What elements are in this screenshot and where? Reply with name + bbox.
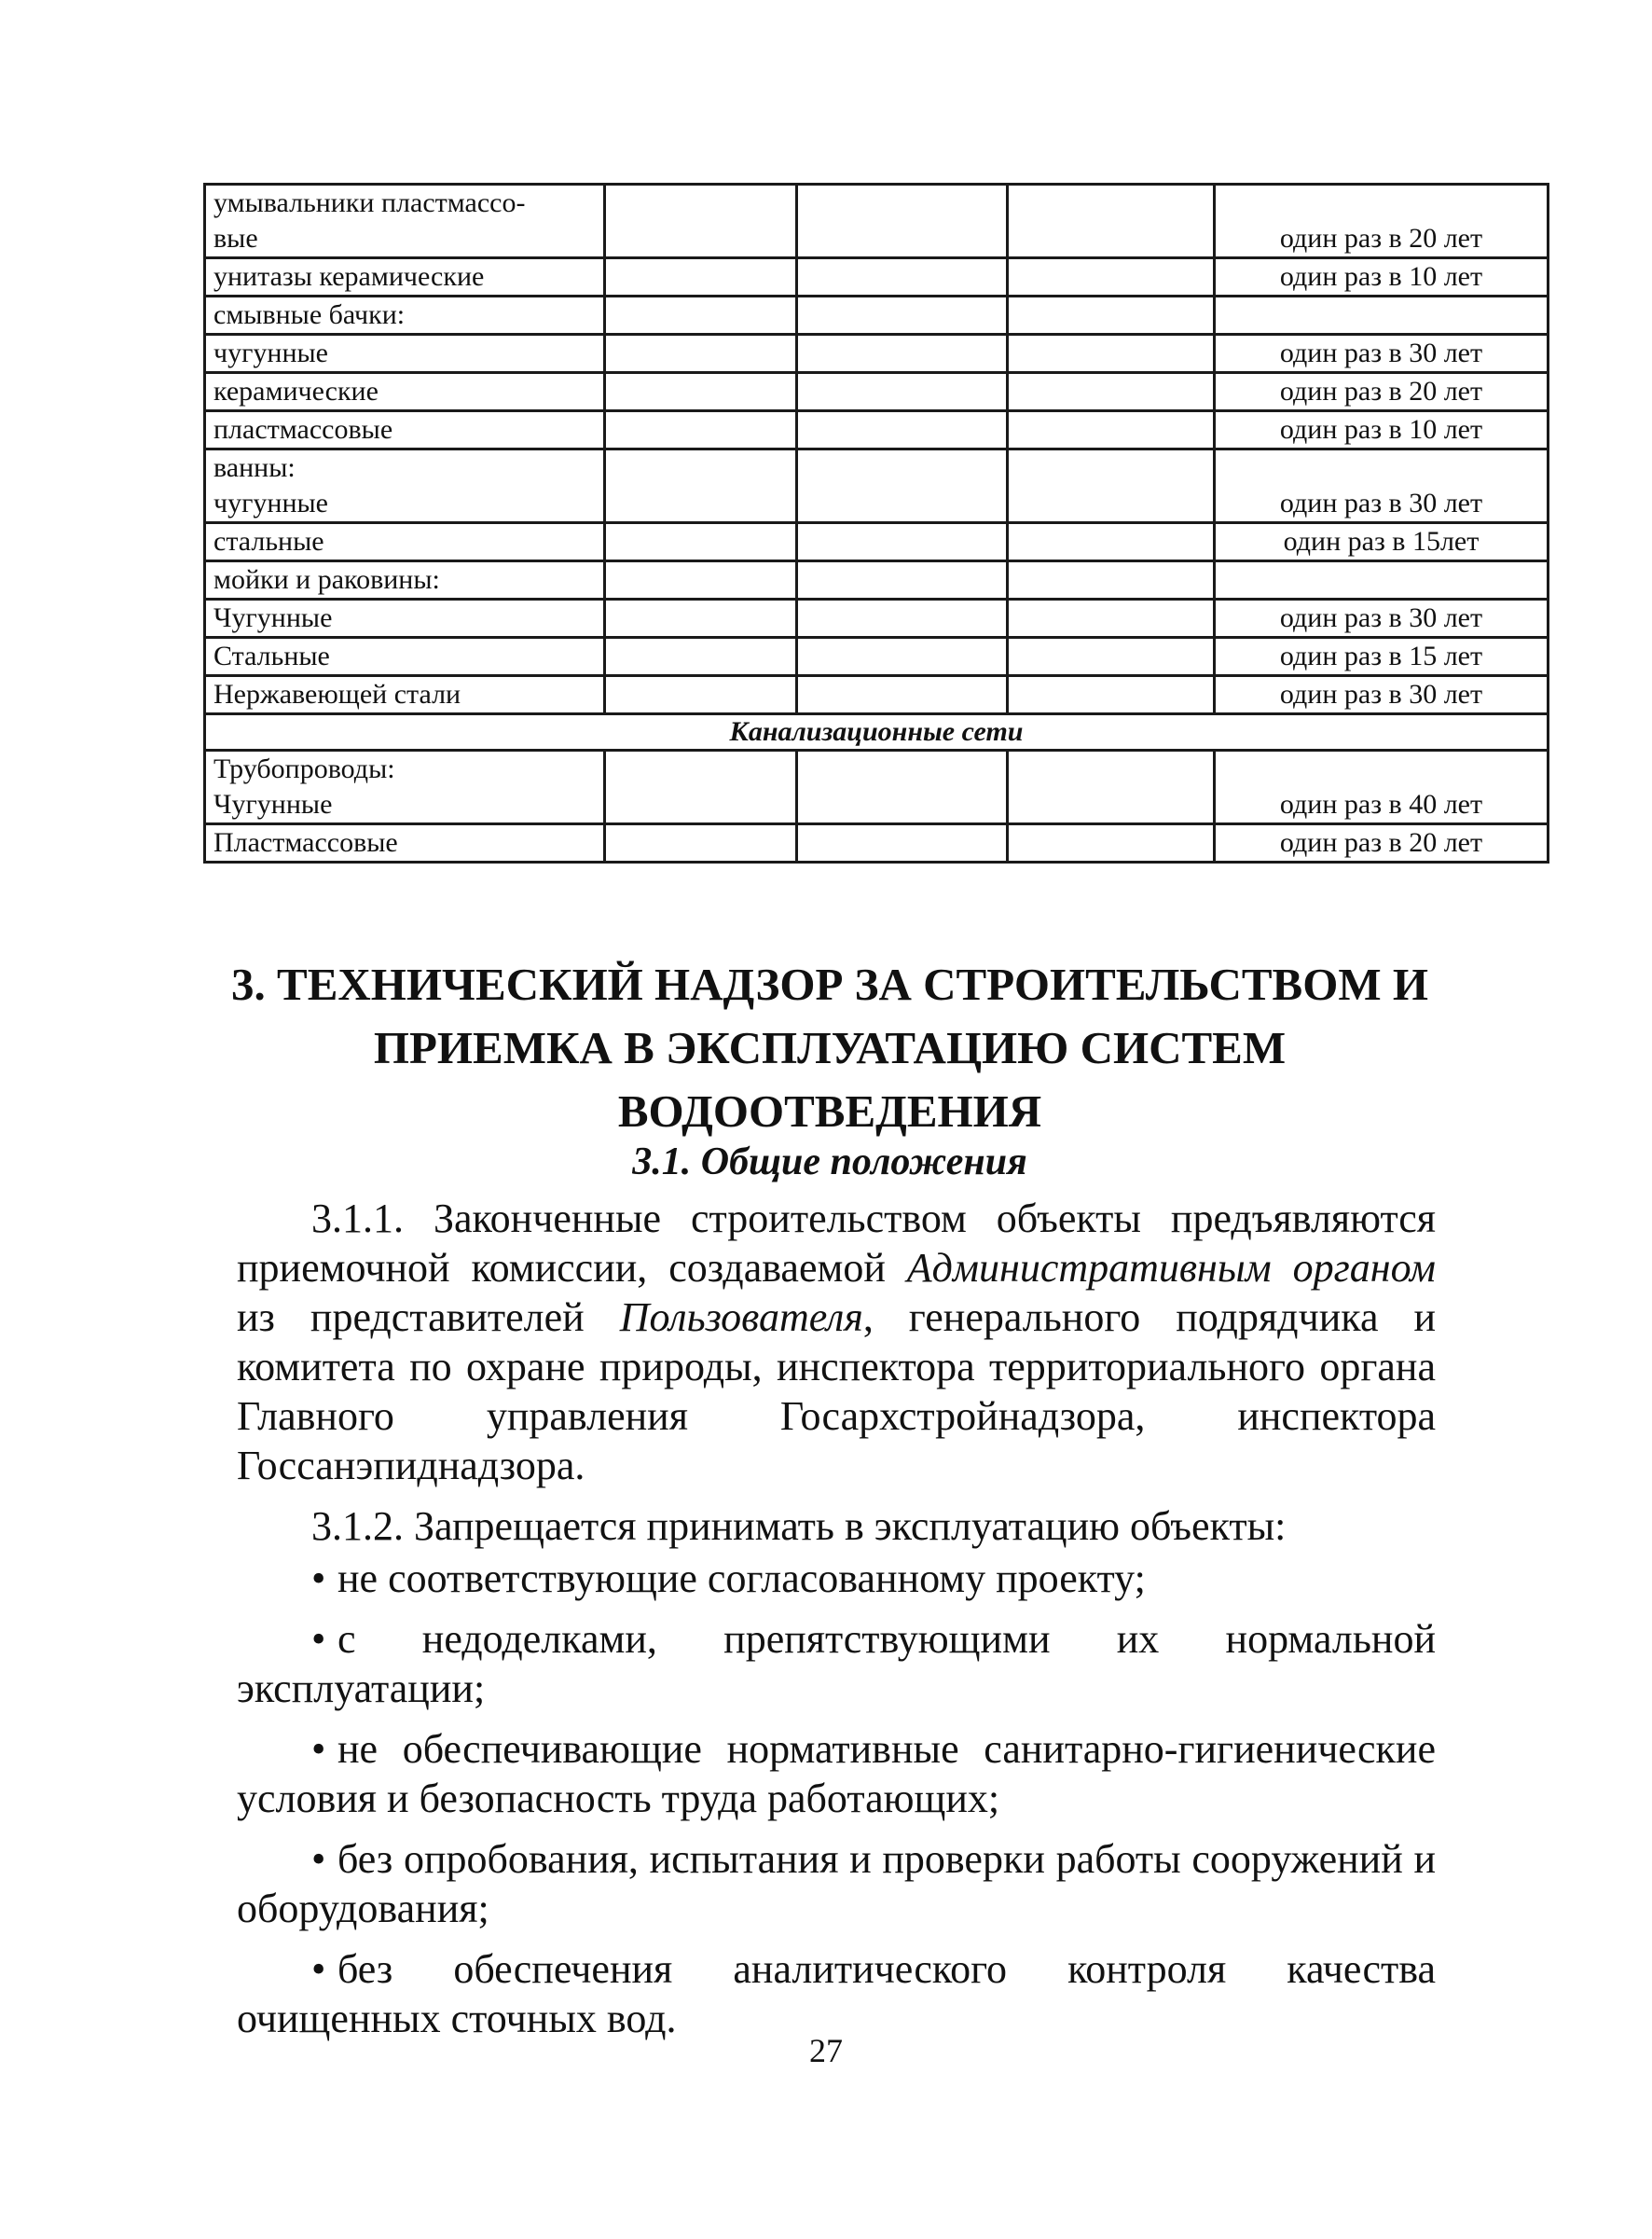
table-cell-empty	[797, 561, 1008, 600]
table-cell-empty	[1008, 676, 1215, 714]
table-cell-empty	[797, 751, 1008, 824]
bullet-icon: •	[311, 1726, 326, 1772]
table-cell-empty	[605, 185, 797, 258]
table-cell-empty	[1008, 600, 1215, 638]
table-cell-item: Трубопроводы: Чугунные	[205, 751, 605, 824]
table-cell-empty	[797, 638, 1008, 676]
table-cell-item: ванны: чугунные	[205, 449, 605, 523]
table-cell-item: смывные бачки:	[205, 297, 605, 335]
table-cell-empty	[605, 258, 797, 297]
table-cell-empty	[797, 258, 1008, 297]
table-row	[205, 335, 1549, 373]
table-cell-empty	[1008, 185, 1215, 258]
table-cell-empty	[605, 297, 797, 335]
table-cell-empty	[605, 676, 797, 714]
table-cell-empty	[1008, 335, 1215, 373]
bullet-icon: •	[311, 1836, 326, 1882]
table-row	[205, 600, 1549, 638]
table-cell-empty	[1008, 449, 1215, 523]
table-row	[205, 373, 1549, 411]
table-cell-empty	[797, 824, 1008, 863]
page-number: 27	[809, 2032, 843, 2069]
table-cell-period: один раз в 10 лет	[1215, 258, 1549, 297]
table-cell-empty	[605, 638, 797, 676]
table-cell-period: один раз в 10 лет	[1215, 411, 1549, 449]
table-cell-period: один раз в 40 лет	[1215, 751, 1549, 824]
table-cell-item: умывальники пластмассо- вые	[205, 185, 605, 258]
table-cell-item: пластмассовые	[205, 411, 605, 449]
table-cell-period	[1215, 561, 1549, 600]
bullet-icon: •	[311, 1555, 326, 1601]
table-cell-item: мойки и раковины:	[205, 561, 605, 600]
table-cell-empty	[605, 523, 797, 561]
table-cell-empty	[1008, 638, 1215, 676]
table-row	[205, 751, 1549, 824]
table-cell-empty	[605, 449, 797, 523]
table-cell-period: один раз в 30 лет	[1215, 600, 1549, 638]
table-cell-item: Чугунные	[205, 600, 605, 638]
table-cell-item: керамические	[205, 373, 605, 411]
bullet-icon: •	[311, 1616, 326, 1662]
table-cell-item: Стальные	[205, 638, 605, 676]
table-cell-empty	[797, 411, 1008, 449]
table-cell-item: чугунные	[205, 335, 605, 373]
subsection-heading: 3.1. Общие положения	[632, 1140, 1027, 1183]
table-cell-empty	[605, 824, 797, 863]
table-cell-empty	[1008, 523, 1215, 561]
table-cell-empty	[605, 561, 797, 600]
table-cell-empty	[605, 751, 797, 824]
table-row	[205, 185, 1549, 258]
table-cell-empty	[797, 373, 1008, 411]
table-cell-empty	[605, 373, 797, 411]
paragraph-3-1-2: 3.1.2. Запрещается принимать в эксплуатацию объекты:	[311, 1503, 1287, 1549]
table-cell-period: один раз в 20 лет	[1215, 373, 1549, 411]
table-cell-item: стальные	[205, 523, 605, 561]
table-cell-item: Нержавеющей стали	[205, 676, 605, 714]
section-heading: 3. ТЕХНИЧЕСКИЙ НАДЗОР ЗА СТРОИТЕЛЬСТВОМ И ПРИЕМКА В ЭКСПЛУАТАЦИЮ СИСТЕМ ВОДООТВЕДЕНИЯ	[231, 959, 1428, 1137]
table-row	[205, 638, 1549, 676]
table-cell-empty	[605, 600, 797, 638]
table-cell-period: один раз в 30 лет	[1215, 335, 1549, 373]
table-row	[205, 523, 1549, 561]
table-cell-empty	[605, 335, 797, 373]
table-cell-period: один раз в 20 лет	[1215, 185, 1549, 258]
table-cell-period: один раз в 20 лет	[1215, 824, 1549, 863]
table-cell-empty	[797, 600, 1008, 638]
paragraph-3-1-1: 3.1.1. Законченные строительством объекты предъявляются приемочной комиссии, создаваемой Административным органом из представителей Пользователя, генерального подрядчика и комитета по охране природы, инспектора территориального органа Главного управления Госархстройнадзора, инспектора Госсанэпиднадзора.	[237, 1196, 1437, 1488]
table-row	[205, 297, 1549, 335]
bullet-icon: •	[311, 1946, 326, 1992]
table-cell-empty	[797, 185, 1008, 258]
table-cell-empty	[1008, 751, 1215, 824]
list-item: • с недоделками, препятствующими их нормальной эксплуатации;	[237, 1616, 1436, 1711]
table-row	[205, 824, 1549, 863]
table-cell-empty	[1008, 258, 1215, 297]
table-cell-empty	[1008, 561, 1215, 600]
table-cell-empty	[1008, 824, 1215, 863]
list-item: • не обеспечивающие нормативные санитарно-гигиенические условия и безопасность труда работающих;	[237, 1726, 1436, 1821]
table-cell-empty	[797, 676, 1008, 714]
table-cell-empty	[797, 449, 1008, 523]
table-row	[205, 258, 1549, 297]
table-cell-item: унитазы керамические	[205, 258, 605, 297]
table-section-row	[205, 714, 1549, 751]
table-row	[205, 676, 1549, 714]
list-item: • без опробования, испытания и проверки работы сооружений и оборудования;	[237, 1836, 1436, 1931]
table-cell-period: один раз в 15лет	[1215, 523, 1549, 561]
list-item: • не соответствующие согласованному проекту;	[311, 1555, 1146, 1601]
table-cell-period: один раз в 30 лет	[1215, 449, 1549, 523]
table-cell-empty	[605, 411, 797, 449]
table-section-title: Канализационные сети	[205, 714, 1549, 751]
table-cell-empty	[797, 523, 1008, 561]
table-cell-empty	[1008, 297, 1215, 335]
table-cell-period: один раз в 15 лет	[1215, 638, 1549, 676]
table-cell-empty	[797, 297, 1008, 335]
table-cell-empty	[1008, 373, 1215, 411]
table-row	[205, 411, 1549, 449]
table-row	[205, 561, 1549, 600]
table-cell-empty	[797, 335, 1008, 373]
table-cell-item: Пластмассовые	[205, 824, 605, 863]
prohibition-list	[237, 1554, 1436, 2054]
list-item: • без обеспечения аналитического контроля качества очищенных сточных вод.	[237, 1946, 1436, 2041]
table-cell-period: один раз в 30 лет	[1215, 676, 1549, 714]
periodicity-table	[203, 183, 1549, 864]
table-cell-period	[1215, 297, 1549, 335]
table-cell-empty	[1008, 411, 1215, 449]
table-row	[205, 449, 1549, 523]
